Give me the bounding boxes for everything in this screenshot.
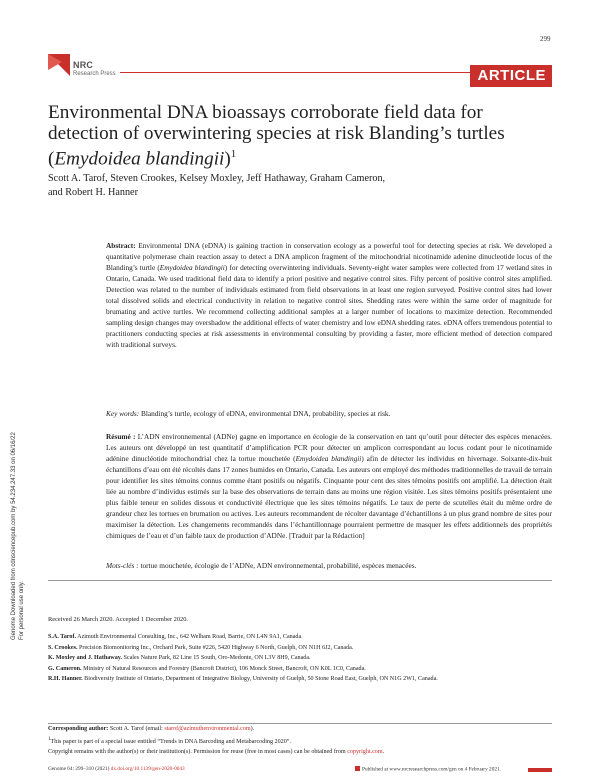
affiliation-text: Scales Nature Park, 82 Line 15 South, Oro-Medonte, ON L3V 8H9, Canada. [121, 655, 311, 661]
affiliations [48, 632, 552, 685]
logo-subtext: Research Press [73, 71, 116, 77]
resume-species: Emydoidea blandingii [295, 454, 362, 463]
square-bullet-icon [355, 766, 360, 771]
affiliation-name: S.A. Tarof. [48, 634, 76, 640]
published-text[interactable]: Published at www.nrcresearchpress.com/gen on 4 February 2021. [362, 766, 501, 773]
affiliation-text: Precision Biomonitoring Inc., Orchard Park, Suite #226, 5420 Highway 6 North, Guelph, ON N1H 6J2, Canada. [77, 644, 354, 651]
copyright-text: Copyright remains with the author(s) or their institution(s). Permission for reuse (free in most cases) can be obtained from [48, 749, 348, 756]
author-list [48, 172, 528, 200]
abstract-label: Abstract: [106, 241, 136, 250]
footer-logo-bar [528, 768, 552, 772]
affiliation-text: Biodiversity Institute of Ontario, Department of Integrative Biology, University of Guelph, 50 Stone Road East, Guelph, ON N1G 2W1, Canada. [82, 676, 438, 682]
motscles-label: Mots-clés : [106, 561, 139, 570]
keywords-text: Blanding’s turtle, ecology of eDNA, environmental DNA, probability, species at risk. [139, 409, 391, 418]
corr-label: Corresponding author: [48, 726, 109, 732]
page-number: 299 [540, 35, 551, 43]
article-title [48, 102, 548, 169]
watermark-line-1: Genome Downloaded from cdnsciencepub.com by 54.234.247.33 on 06/16/22 [11, 432, 17, 640]
section-divider [48, 580, 552, 581]
doi-link[interactable]: dx.doi.org/10.1139/gen-2020-0043 [110, 766, 185, 772]
download-watermark-text [10, 220, 26, 640]
copyright-link[interactable]: copyright.com [347, 749, 383, 756]
title-species: Emydoidea blandingii [54, 148, 225, 170]
corresponding-author [48, 724, 552, 734]
logo-text: NRC [73, 60, 94, 70]
footnote-1-text: This paper is part of a special issue entitled “Trends in DNA Barcoding and Metabarcoding 2020”. [50, 739, 291, 746]
resume [106, 431, 552, 541]
published-note [355, 766, 501, 773]
copyright-notice [48, 747, 552, 757]
resume-text-a: L’ADN environnemental (ADNe) gagne en importance en écologie de la conservation en tant qu’outil pour détecter des espèces menacées. Les auteurs ont développé un test quantitatif d’amplification PCR pour détecter un amplicon correspondant au locus codant pour le nicotinamide adénine dinucléotide mitochondrial chez la tortue mouchetée ( [106, 432, 552, 463]
publisher-logo[interactable] [48, 54, 118, 88]
copyright-end: . [382, 749, 385, 756]
title-footnote-mark[interactable]: 1 [230, 148, 237, 160]
title-close: ) [224, 148, 231, 170]
affiliation-item [48, 653, 552, 664]
abstract-text-a: Environmental DNA (eDNA) is gaining traction in conservation ecology as a powerful tool for detecting species at risk. We developed a quantitative polymerase chain reaction assay to detect a DNA amplicon fragment of the mitochondrial nicotinamide adenine dinucleotide locus of the Blanding’s turtle ( [106, 241, 552, 272]
affiliation-item [48, 664, 552, 675]
mots-cles [106, 560, 552, 571]
footnote-1-mark: 1 [48, 736, 51, 742]
affiliation-name: S. Crookes. [48, 644, 78, 651]
corr-email-link[interactable]: starof@azimuthenvironmental.com [164, 726, 251, 732]
resume-label: Résumé : [106, 432, 136, 441]
keywords [106, 408, 552, 419]
affiliation-item [48, 674, 552, 685]
received-dates: Received 26 March 2020. Accepted 1 December 2020. [48, 616, 189, 623]
journal-citation [48, 766, 185, 772]
affiliation-item [48, 632, 552, 643]
title-main: Environmental DNA bioassays corroborate field data for detection of overwintering species at risk Blanding’s turtles ( [48, 102, 505, 170]
affiliation-text: Ministry of Natural Resources and Forestry (Bancroft District), 106 Monck Street, Bancroft, ON K0L 1C0, Canada. [81, 665, 366, 672]
abstract-species: Emydoidea blandingii [159, 263, 225, 272]
resume-text-b: ) afin de détecter les individus en hivernage. Soixante-dix-huit échantillons d’eau ont été récoltés dans 17 zones humides en Ontario, Canada. Les auteurs ont employé des méthodes traditionnelles de travail de terrain pour identifier les sites témoins connus comme étant positifs ou négatifs. Cinquante pour cent des sites témoins positifs ont amplifié. La détection était liée au nombre d’individus estimés sur la base des observations de terrain dans au moins une région visitée. Les sites témoins positifs présentaient une plus faible teneur en solides dissous et conductivité électrique que les sites témoins négatifs. Le taux de perte de scutelles était du même ordre de grandeur chez les tortues en brumation ou actives. Les auteurs recommandent de récolter davantage d’échantillons à un plus grand nombre de sites pour maximiser la détection. Les changements recommandés dans l’échantillonnage pourraient permettre de masquer les effets additionnels des propriétés chimiques de l’eau et d’un faible taux de production d’ADNe. [Traduit par la Rédaction] [106, 454, 552, 540]
authors-line-1: Scott A. Tarof, Steven Crookes, Kelsey Moxley, Jeff Hathaway, Graham Cameron, [48, 173, 386, 184]
article-type-label: ARTICLE [470, 65, 553, 87]
watermark-line-2: For personal use only. [19, 581, 25, 640]
corr-text: Scott A. Tarof (email: [108, 726, 165, 732]
corr-close: ). [250, 726, 255, 732]
authors-line-2: and Robert H. Hanner [48, 187, 138, 198]
affiliation-name: K. Moxley and J. Hathaway. [48, 655, 122, 661]
keywords-label: Key words: [106, 409, 140, 418]
footnotes [48, 724, 552, 757]
affiliation-name: R.H. Hanner. [48, 676, 83, 682]
footnote-1 [48, 734, 552, 747]
journal-info: Genome 64: 299–310 (2021) [48, 766, 111, 772]
nrc-logo-icon [48, 54, 70, 76]
affiliation-name: G. Cameron. [48, 665, 82, 672]
abstract [106, 240, 552, 350]
motscles-text: tortue mouchetée, écologie de l’ADNe, ADN environnemental, probabilité, espèces menacées. [138, 561, 417, 570]
download-watermark [3, 220, 33, 640]
affiliation-item [48, 643, 552, 654]
affiliation-text: Azimuth Environmental Consulting, Inc., 642 Welham Road, Barrie, ON L4N 9A1, Canada. [76, 634, 303, 640]
abstract-text-b: ) for detecting overwintering individuals. Seventy-eight water samples were collected from 17 wetland sites in Ontario, Canada. We used traditional field data to identify a priori positive and negative control sites. Fifty percent of positive control sites amplified. Detection was related to the number of individuals estimated from field observations in at least one region surveyed. Positive control sites had lower total dissolved solids and electrical conductivity in relation to negative control sites. Shedding rates were within the same order of magnitude for brumating and active turtles. We recommend collecting additional samples at a larger number of locations to maximize detection. Recommended sampling design changes may overshadow the additional effects of water chemistry and low eDNA shedding rates. eDNA offers tremendous potential to practitioners conducting species at risk assessments in environmental consulting by providing a faster, more efficient method of detection compared with traditional surveys. [106, 263, 552, 349]
